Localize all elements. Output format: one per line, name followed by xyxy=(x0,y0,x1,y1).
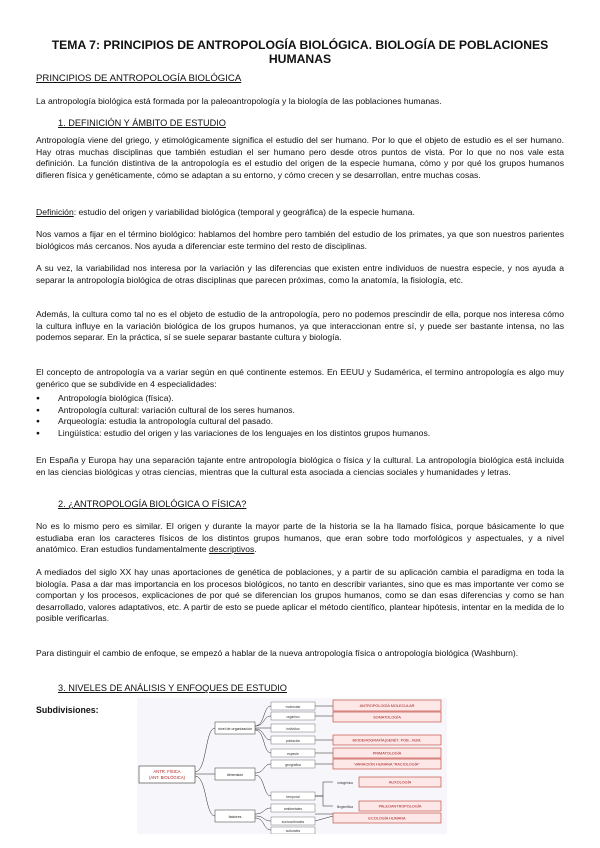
leaf-label: molecular xyxy=(285,705,301,709)
subdivisiones-label: Subdivisiones: xyxy=(36,705,99,715)
paragraph-espana-europa: En España y Europa hay una separación tajante entre antropología biológica o física y la cultural. La antropología biológica está incluida en las ciencias biológicas y otras ciencias, mientras que la cultural esta asociada a ciencias sociales y humanidades y letras. xyxy=(36,455,564,477)
leaf-label: individuo xyxy=(286,727,300,731)
branch-label: nivel de organización xyxy=(218,727,252,731)
origen-end: . xyxy=(254,544,257,555)
paragraph-siglo-xx: A mediados del siglo XX hay unas aportaciones de genética de poblaciones, y a partir de su aplicación cambia el paradigma en toda la biología. Pasa a dar mas importancia en los procesos biológicos, no tanto en describir variantes, sino que es mas importante ver como se comportan y los procesos, explicaciones de por qué se diferencian los grupos humanos, como se dan esas diferencias y como se han desarrollado, valores adaptativos, etc. A partir de esto se puede aplicar el método científico, plantear hipótesis, intentar en la medida de lo posible verificarlas. xyxy=(36,567,564,624)
especialidades-list xyxy=(58,393,430,439)
leaf-label: temporal xyxy=(286,795,300,799)
heading-biologica-fisica: 2. ¿ANTROPOLOGÍA BIOLÓGICA O FÍSICA? xyxy=(58,499,247,509)
leaf-label: culturales xyxy=(285,829,301,833)
subdivisiones-diagram xyxy=(137,698,447,834)
result-label: BIODEMOGRAFÍA(GENÉT. POB., HUM. xyxy=(352,738,422,743)
document-title: TEMA 7: PRINCIPIOS DE ANTROPOLOGÍA BIOLÓGICA. BIOLOGÍA DE POBLACIONES HUMANAS xyxy=(51,38,549,66)
heading-definicion: 1. DEFINICIÓN Y ÁMBITO DE ESTUDIO xyxy=(58,118,226,128)
definicion-label: Definición xyxy=(36,207,74,217)
paragraph-cultura: Además, la cultura como tal no es el objeto de estudio de la antropología, pero no podemos prescindir de ella, porque nos interesa cómo la cultura influye en la variación biológica de los grupos humanos, ya que interaccionan entre sí, y puede ser bastante intensa, no las podemos separar. En la práctica, sí se suele separar bastante cultura y biología. xyxy=(36,309,564,343)
result-label: SOMATOLOGÍA xyxy=(373,715,401,720)
result-label: ECOLOGÍA HUMANA xyxy=(368,816,406,821)
heading-niveles: 3. NIVELES DE ANÁLISIS Y ENFOQUES DE ESTUDIO xyxy=(58,683,287,693)
small-label: ontogénica xyxy=(337,781,353,785)
leaf-label: ambientales xyxy=(283,807,303,811)
result-label: PRIMATOLOGÍA xyxy=(372,751,402,756)
root-label-2: (ANT. BIOLÓGICA) xyxy=(148,775,186,780)
paragraph-etimologia: Antropología viene del griego, y etimológicamente significa el estudio del ser humano. Por lo que el objeto de estudio es el ser humano. Hay otras muchas disciplinas que también estudian el ser humano pero desde otros puntos de vista. Por lo que no nos vale esta definición. La función distintiva de la antropología es el estudio del origen de la especie humana, cómo y por qué los grupos humanos difieren física y genéticamente, cómo se adaptan a su entorno, y cómo crecen y se desarrollan, entre muchas cosas. xyxy=(36,135,564,180)
list-item: ● Antropología biológica (física). xyxy=(58,393,430,405)
list-item: ● Antropología cultural: variación cultural de los seres humanos. xyxy=(58,405,430,417)
leaf-label: geográfica xyxy=(285,763,301,767)
definicion-text: : estudio del origen y variabilidad biológica (temporal y geográfica) de la especie humana. xyxy=(73,207,415,217)
paragraph-variabilidad: A su vez, la variabilidad nos interesa por la variación y las diferencias que existen entre individuos de nuestra especie, y nos ayuda a separar la antropología biológica de otras disciplinas que parecen próximas, como la anatomía, la fisiología, etc. xyxy=(36,263,564,285)
root-label-1: ANTR. FÍSICA xyxy=(153,769,181,774)
result-label: ANTROPOLOGÍA MOLECULAR xyxy=(359,704,415,708)
leaf-label: socioculturales xyxy=(281,820,305,824)
paragraph-washburn: Para distinguir el cambio de enfoque, se empezó a hablar de la nueva antropología física o antropología biológica (Washburn). xyxy=(36,648,519,658)
result-label: VARIACIÓN HUMANA "RACIOLOGÍA" xyxy=(354,762,420,767)
leaf-label: especie xyxy=(287,752,299,756)
list-item: ● Lingüística: estudio del origen y las variaciones de los lenguajes en los distintos grupos humanos. xyxy=(58,428,430,440)
result-label: AUXOLOGÍA xyxy=(388,780,412,785)
leaf-label: orgánico xyxy=(286,715,300,719)
intro-paragraph: La antropología biológica está formada por la paleoantropología y la biología de las poblaciones humanas. xyxy=(36,96,442,106)
origen-text: No es lo mismo pero es similar. El origen y durante la mayor parte de la historia se la ha llamado física, porque básicamente lo que estudiaba eran los caracteres físicos de los distintos grupos humanos, que eran sobre todo morfológicos y aspectuales, y a nivel anatómico. Eran estudios fundamentalmente xyxy=(36,521,564,555)
paragraph-biologico: Nos vamos a fijar en el término biológico: hablamos del hombre pero también del estudio de los primates, ya que son nuestros parientes biológicos más cercanos. Nos ayuda a diferenciar este termino del resto de disciplinas. xyxy=(36,229,564,251)
result-label: PALEOANTROPOLOGÍA xyxy=(378,804,422,809)
section-heading: PRINCIPIOS DE ANTROPOLOGÍA BIOLÓGICA xyxy=(36,73,242,84)
paragraph-concepto: El concepto de antropología va a variar según en qué continente estemos. En EEUU y Sudamérica, el termino antropología es algo muy genérico que se subdivide en 4 especialidades: xyxy=(36,367,564,389)
list-item: ● Arqueología: estudia la antropología cultural del pasado. xyxy=(58,416,430,428)
branch-label: factores xyxy=(228,815,242,819)
branch-label: dimensión xyxy=(226,773,244,777)
leaf-label: población xyxy=(285,739,301,743)
paragraph-origen xyxy=(36,521,564,556)
paragraph-definicion xyxy=(36,207,564,219)
descriptivos-word: descriptivos xyxy=(208,544,255,555)
small-label: filogenética xyxy=(336,805,354,809)
